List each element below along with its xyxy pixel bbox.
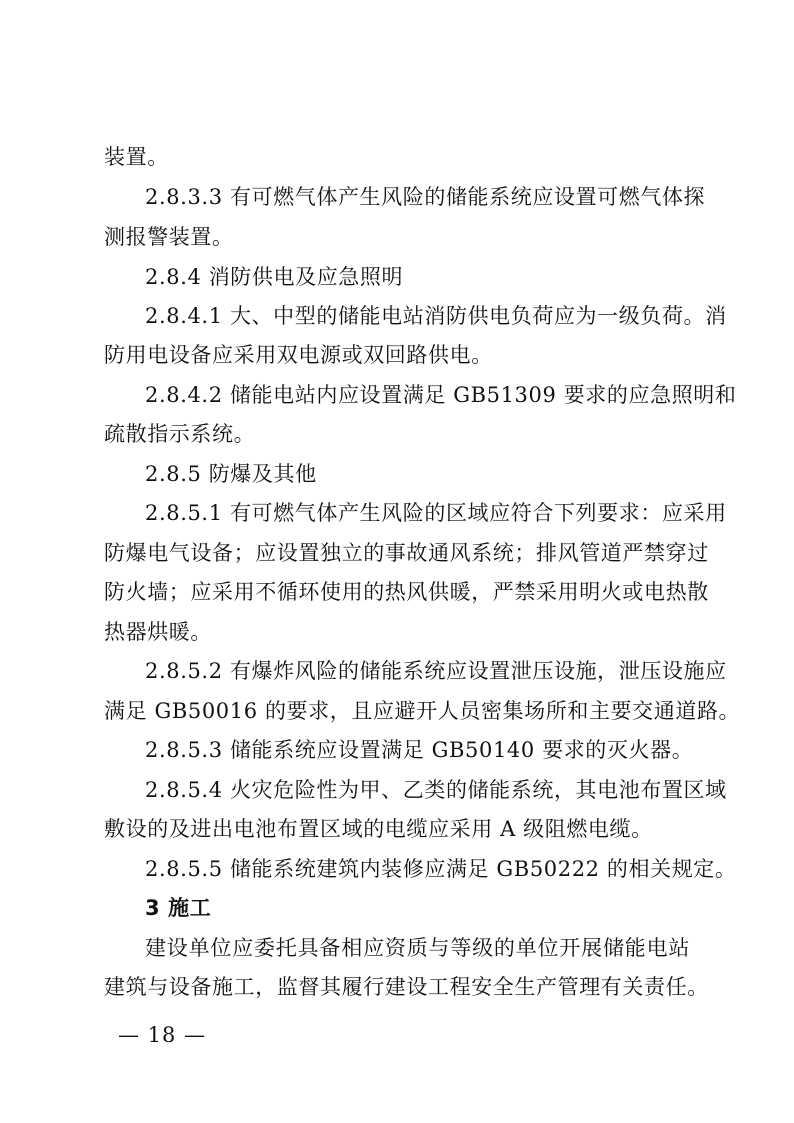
paragraph-line: 疏散指示系统。 [104, 422, 256, 446]
section-heading-2-8-4: 2.8.4 消防供电及应急照明 [145, 265, 404, 289]
paragraph-line: 建设单位应委托具备相应资质与等级的单位开展储能电站 [145, 936, 690, 960]
chapter-heading-3: 3 施工 [145, 896, 212, 920]
paragraph-line: 满足 GB50016 的要求，且应避开人员密集场所和主要交通道路。 [104, 699, 741, 723]
paragraph-line: 敷设的及进出电池布置区域的电缆应采用 A 级阻燃电缆。 [104, 817, 653, 841]
paragraph-line: 热器烘暖。 [104, 620, 212, 644]
paragraph-line: 防用电设备应采用双电源或双回路供电。 [104, 343, 493, 367]
paragraph-line: 建筑与设备施工，监督其履行建设工程安全生产管理有关责任。 [104, 975, 709, 999]
section-heading-2-8-5: 2.8.5 防爆及其他 [145, 462, 317, 486]
clause-2-8-5-2: 2.8.5.2 有爆炸风险的储能系统应设置泄压设施，泄压设施应 [145, 659, 727, 683]
paragraph-line: 测报警装置。 [104, 225, 234, 249]
paragraph-line: 防爆电气设备；应设置独立的事故通风系统；排风管道严禁穿过 [104, 541, 709, 565]
clause-2-8-5-3: 2.8.5.3 储能系统应设置满足 GB50140 要求的灭火器。 [145, 738, 694, 762]
page-number: — 18 — [118, 1023, 207, 1047]
clause-2-8-4-1: 2.8.4.1 大、中型的储能电站消防供电负荷应为一级负荷。消 [145, 304, 727, 328]
clause-2-8-5-1: 2.8.5.1 有可燃气体产生风险的区域应符合下列要求：应采用 [145, 501, 727, 525]
clause-2-8-5-5: 2.8.5.5 储能系统建筑内装修应满足 GB50222 的相关规定。 [145, 857, 737, 881]
clause-2-8-5-4: 2.8.5.4 火灾危险性为甲、乙类的储能系统，其电池布置区域 [145, 778, 727, 802]
clause-2-8-4-2: 2.8.4.2 储能电站内应设置满足 GB51309 要求的应急照明和 [145, 383, 737, 407]
paragraph-line: 防火墙；应采用不循环使用的热风供暖，严禁采用明火或电热散 [104, 580, 709, 604]
paragraph-line: 装置。 [104, 145, 169, 169]
clause-2-8-3-3: 2.8.3.3 有可燃气体产生风险的储能系统应设置可燃气体探 [145, 185, 706, 209]
